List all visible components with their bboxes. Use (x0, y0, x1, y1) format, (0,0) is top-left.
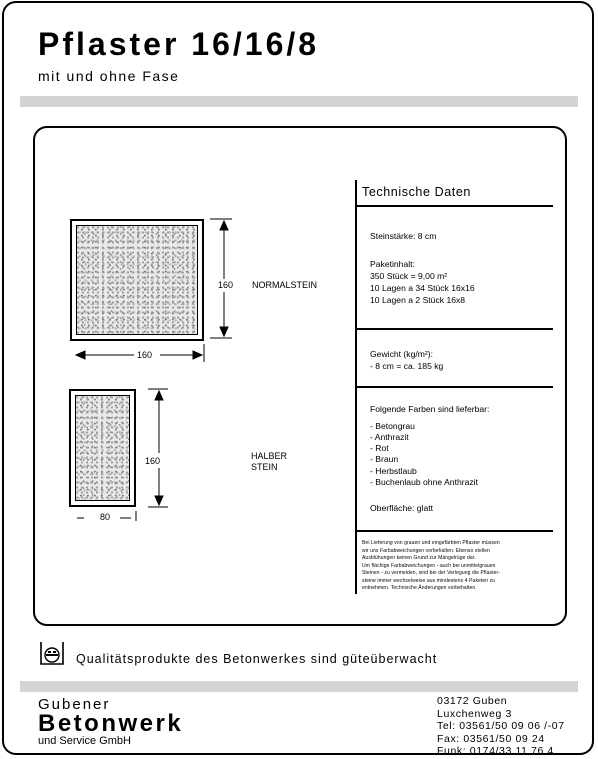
color-item: - Buchenlaub ohne Anthrazit (370, 477, 478, 487)
mobile-number: Funk: 0174/33 11 76 4 (437, 745, 554, 757)
weight-value: - 8 cm = ca. 185 kg (370, 361, 444, 371)
normal-stone-width-label: 160 (137, 350, 153, 360)
half-stone-label-line1: HALBER (251, 451, 288, 461)
package-line: 350 Stück = 9,00 m² (370, 271, 448, 281)
half-stone-label-line2: STEIN (251, 462, 278, 472)
color-item: - Herbstlaub (370, 466, 417, 476)
color-item: - Betongrau (370, 421, 415, 431)
weight-label: Gewicht (kg/m²): (370, 349, 434, 359)
surface-text: Oberfläche: glatt (370, 503, 434, 513)
tech-data-title: Technische Daten (362, 185, 471, 199)
package-line: 10 Lagen a 34 Stück 16x16 (370, 283, 475, 293)
fax-number: Fax: 03561/50 09 24 (437, 733, 545, 745)
tech-rule-4 (357, 530, 553, 532)
quality-statement: Qualitätsprodukte des Betonwerkes sind güteüberwacht (76, 652, 438, 666)
fine-print-line: Steinen - zu vermeiden, sind bei der Verlegung die Pflaster- (362, 570, 501, 576)
fine-print-line: Ausblühungen keinen Grund zur Mängelrüge dar. (362, 555, 476, 561)
fine-print (362, 540, 548, 593)
phone-number: Tel: 03561/50 09 06 /-07 (437, 720, 565, 732)
half-stone-width-label: 80 (100, 512, 111, 522)
package-label: Paketinhalt: (370, 259, 415, 269)
tech-rule-1 (357, 205, 553, 207)
fine-print-line: wir uns Farbabweichungen vorbehalten. Ebenso stellen (362, 547, 491, 554)
page-title: Pflaster 16/16/8 (38, 26, 320, 62)
brand-line-3: und Service GmbH (38, 735, 131, 747)
fine-print-line: entnehmen. Technische Änderungen vorbehalten. (362, 585, 477, 591)
package-line: 10 Lagen a 2 Stück 16x8 (370, 295, 466, 305)
fine-print-line: Um flächige Farbabweichungen - auch bei unmittelgrauen (362, 562, 496, 569)
address-line: 03172 Guben (437, 695, 508, 707)
footer-divider-bar (20, 681, 578, 692)
color-item: - Rot (370, 443, 389, 453)
fine-print-line: Bei Lieferung von grauen und eingefärbten Pflaster müssen (362, 540, 500, 546)
brand-line-1: Gubener (38, 696, 111, 713)
normal-stone-height-label: 160 (218, 280, 234, 290)
tech-rule-2 (357, 328, 553, 330)
brand-name: Betonwerk (38, 710, 184, 737)
normal-stone-label: NORMALSTEIN (252, 280, 318, 290)
fine-print-line: steine immer wechselweise aus mindestens 4 Paketen zu (362, 577, 496, 584)
colors-label: Folgende Farben sind lieferbar: (370, 404, 490, 414)
tech-rule-3 (357, 386, 553, 388)
color-item: - Braun (370, 454, 399, 464)
thickness-text: Steinstärke: 8 cm (370, 231, 437, 241)
half-stone-height-label: 160 (145, 456, 161, 466)
address-line: Luxchenweg 3 (437, 708, 512, 720)
color-item: - Anthrazit (370, 432, 409, 442)
page-subtitle: mit und ohne Fase (38, 68, 180, 84)
quality-seal-icon (38, 640, 66, 668)
